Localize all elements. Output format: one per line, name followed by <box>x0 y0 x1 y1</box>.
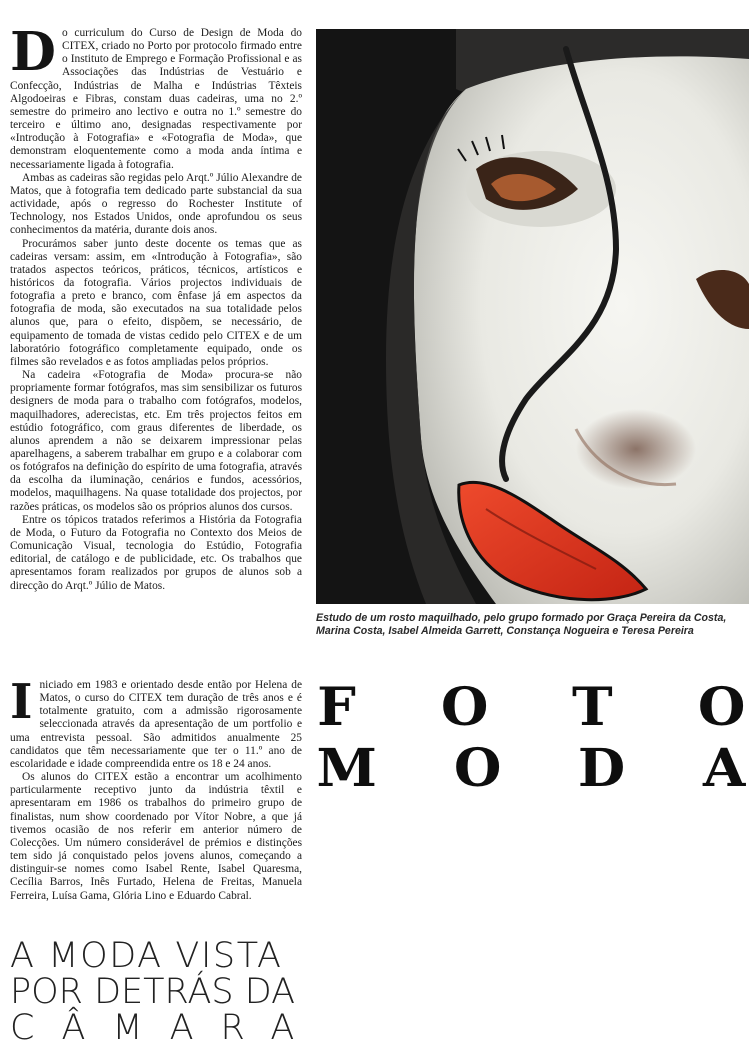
article-bottom <box>10 674 302 903</box>
dropcap-d: D <box>10 21 56 83</box>
title-letter: F <box>317 677 356 738</box>
article-bottom-paragraph-1 <box>10 674 302 771</box>
article-top-paragraph-4: Na cadeira «Fotografia de Moda» procura-se não propriamente formar fotógrafos, mas sim sensibilizar os futuros designers de moda para o trabalho com fotógrafos, modelos, maquilhadores, aderecistas, etc. Em três projectos feitos em estúdio fotográfico, com graus diferentes de liberdade, os alunos aprendem a não se deixarem impressionar pelas aparelhagens, a saberem trabalhar em grupo e a colaborar com os fotógrafos na definição do espírito de uma fotografia, através da escolha da iluminação, cenários e fundos, acessórios, modelos, maquilhagens. Na quase totalidade dos projectos, por razões práticas, os modelos são os próprios alunos dos cursos. <box>10 369 302 513</box>
face-photo <box>316 29 749 604</box>
title-letter: M <box>316 738 378 799</box>
photo-caption: Estudo de um rosto maquilhado, pelo grupo formado por Graça Pereira da Costa, Marina Costa, Isabel Almeida Garrett, Constança Nogueira e Teresa Pereira <box>316 612 727 638</box>
title-moda <box>316 738 745 799</box>
title-letter: A <box>702 738 745 799</box>
headline-line-2: POR DETRÁS DA <box>10 972 296 1012</box>
title-foto <box>317 677 746 738</box>
headline <box>10 936 322 1048</box>
article-top-paragraph-5: Entre os tópicos tratados referimos a História da Fotografia de Moda, o Futuro da Fotografia no Contexto dos Meios de Comunicação Visual, tecnologia do Estúdio, Fotografia editorial, de catálogo e de publicidade, etc. Os trabalhos que apresentamos foram realizados por grupos de alunos sob a direcção do Arqt.º Júlio de Matos. <box>10 513 302 592</box>
title-letter: O <box>453 738 502 799</box>
title-letter: O <box>440 677 488 738</box>
title-letter: D <box>578 738 626 799</box>
paragraph-text: niciado em 1983 e orientado desde então por Helena de Matos, o curso do CITEX tem duração de três anos e é totalmente gratuito, com a admissão rigorosamente seleccionada através da apresentação de um portfolio e uma entrevista pessoal. São admitidos anualmente 25 candidatos que têm necessariamente que ter o 11.º ano de escolaridade e idade compreendida entre os 18 e 24 anos. <box>10 679 302 770</box>
title-letter: T <box>572 677 614 738</box>
article-top-paragraph-3: Procurámos saber junto deste docente os temas que as cadeiras versam: assim, em «Introdução à Fotografia», são tratados aspectos teóricos, práticos, técnicos, artísticos e históricos da fotografia. Vários projectos individuais de fotografia a preto e branco, com ênfase já em aspectos da fotografia de moda, são executados na sua totalidade pelos alunos que, para o efeito, dispõem, se necessário, de equipamento de tomada de vistas cedido pelo CITEX e de um laboratório fotográfico completamente equipado, onde os filmes são revelados e as fotos ampliadas pelos próprios. <box>10 237 302 368</box>
headline-line-1: A MODA VISTA <box>10 936 283 976</box>
title-letter: O <box>697 677 746 738</box>
article-bottom-paragraph-2: Os alunos do CITEX estão a encontrar um acolhimento particularmente receptivo junto da indústria têxtil e apresentaram em 1986 os trabalhos do primeiro grupo de finalistas, num show coordenado por Vítor Nobre, a que já tivemos ocasião de nos referir em anterior número de Colecções. Um número considerável de prémios e distinções tem sido já conquistado pelos jovens alunos, começando a distinguir-se nomes como Isabel Rente, Isabel Quaresma, Cecília Barros, Inês Furtado, Helena de Freitas, Manuela Ferreira, Luísa Gama, Glória Lino e Eduardo Cabral. <box>10 771 302 902</box>
article-top-paragraph-1 <box>10 21 302 172</box>
article-top <box>10 21 302 593</box>
dropcap-i: I <box>10 674 33 730</box>
face-illustration <box>316 29 749 604</box>
paragraph-text: o curriculum do Curso de Design de Moda do CITEX, criado no Porto por protocolo firmado entre o Instituto de Emprego e Formação Profissional e as Associações das Indústrias de Vestuário e Confecção, Indústrias de Malha e Indústrias Têxteis Algodoeiras e Fibras, constam duas cadeiras, uma no 2.º semestre do primeiro ano lectivo e outra no 1.º semestre do terceiro e último ano, designadas respectivamente por «Introdução à Fotografia» e «Fotografia de Moda», que demonstram eloquentemente como a moda anda íntima e necessariamente ligada à fotografia. <box>10 27 302 171</box>
article-top-paragraph-2: Ambas as cadeiras são regidas pelo Arqt.º Júlio Alexandre de Matos, que à fotografia tem dedicado parte substancial da sua actividade, após o regresso do Rochester Institute of Technology, nos Estados Unidos, onde aprofundou os seus conhecimentos da matéria, durante dois anos. <box>10 171 302 237</box>
headline-line-3: CÂMARA <box>10 1008 322 1048</box>
